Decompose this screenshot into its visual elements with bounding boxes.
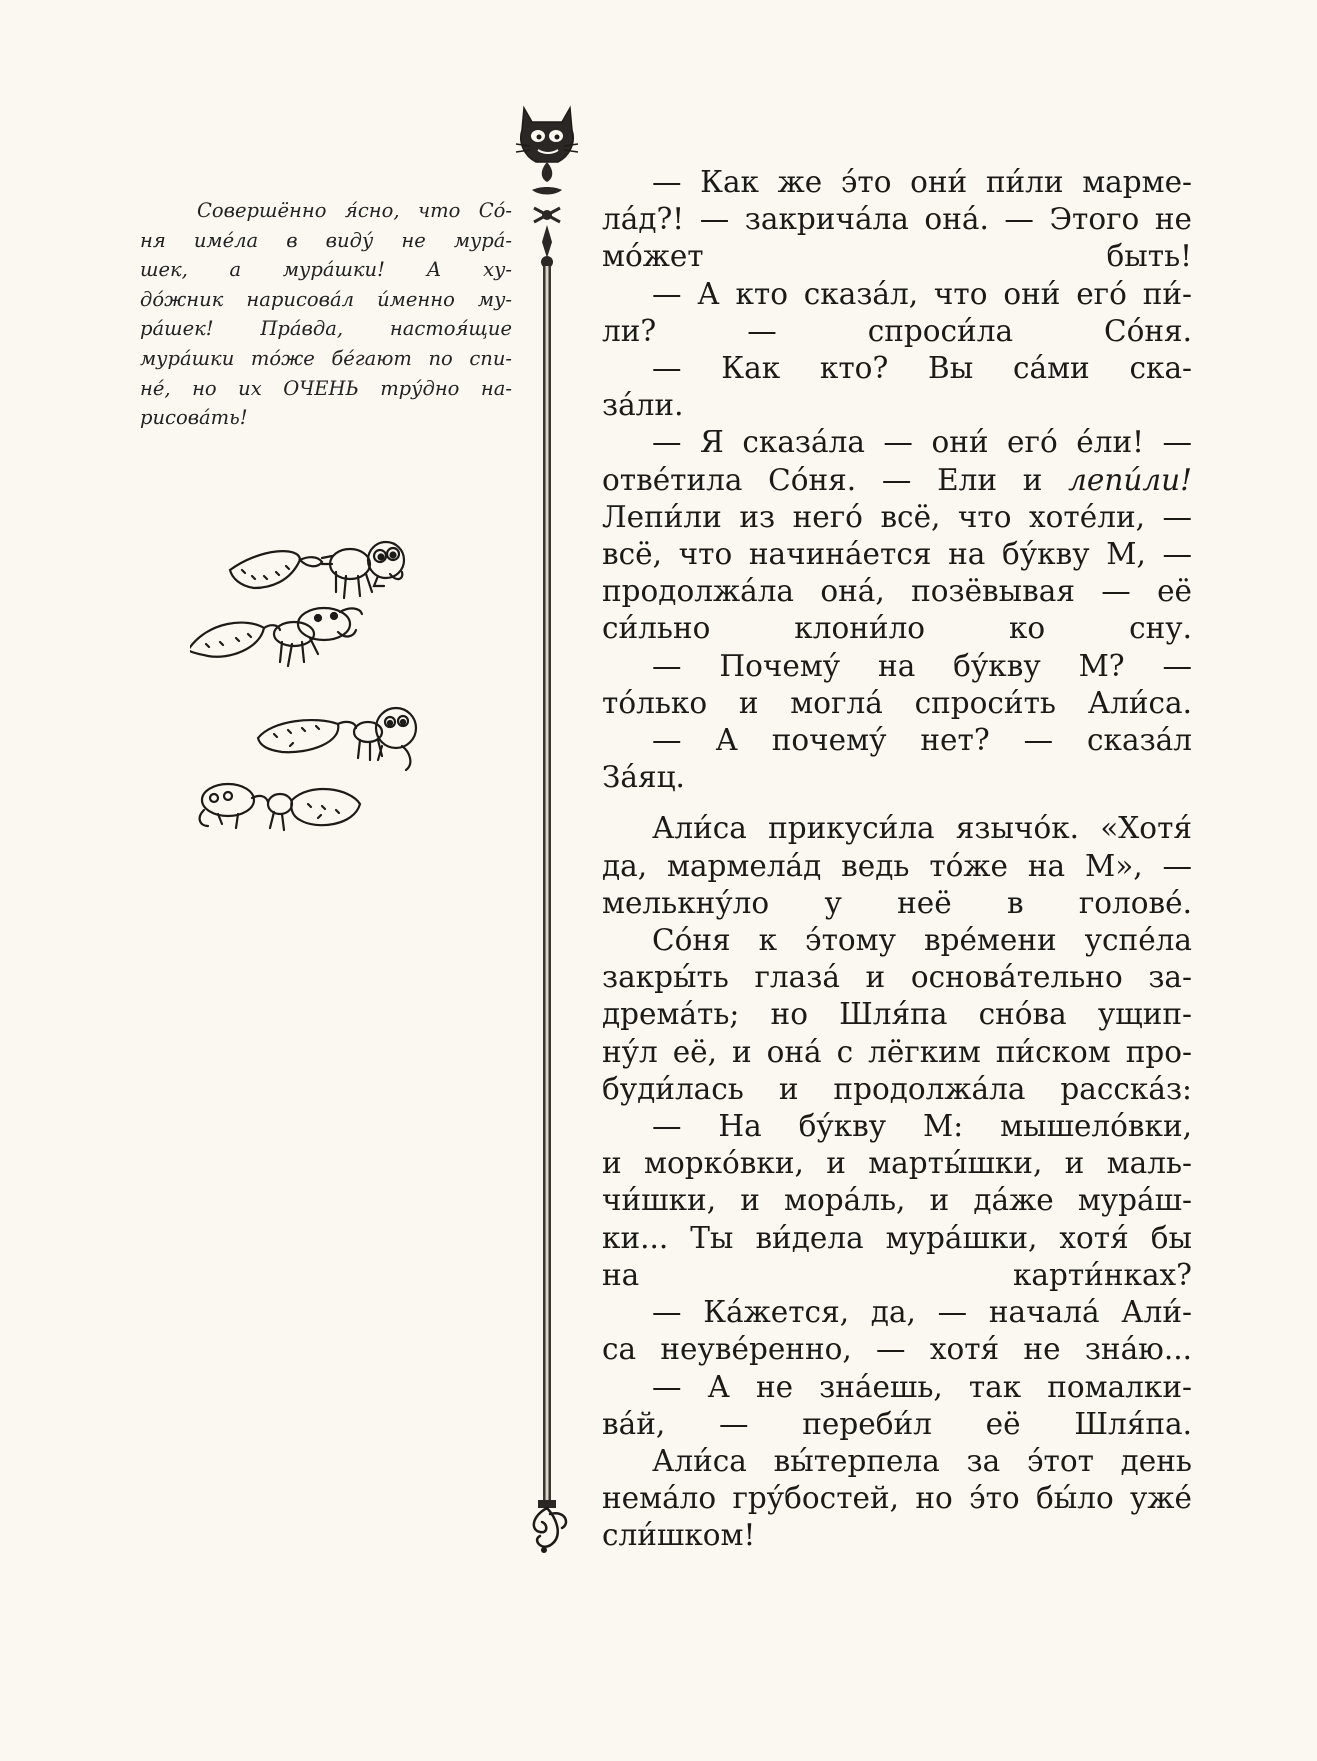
text-paragraph [602, 722, 1192, 796]
text-line: — А почему́ нет? — сказа́л [652, 723, 1192, 758]
ant-illustration-icon [190, 520, 480, 840]
note-line: не́, но их ОЧЕНЬ тру́дно на- [140, 376, 512, 400]
text-line: за́ли. [602, 388, 684, 423]
text-paragraph [602, 424, 1192, 647]
emphasis-word: лепи́ли! [1068, 462, 1192, 497]
text-line: — Почему́ на бу́кву М? — [652, 648, 1192, 683]
text-fragment: отве́тила Со́ня. — Ели и [602, 462, 1043, 497]
text-line: да, мармела́д ведь то́же на М», — [602, 848, 1192, 883]
text-line: ва́й, — переби́л её Шля́па. [602, 1406, 1192, 1441]
text-paragraph [602, 648, 1192, 722]
note-line: ра́шек! Пра́вда, настоя́щие [140, 317, 512, 341]
text-line: са неуве́ренно, — хотя́ не зна́ю... [602, 1332, 1192, 1367]
text-paragraph [602, 350, 1192, 424]
cat-head-ornament-icon [512, 100, 582, 1560]
text-line: мо́жет быть! [602, 239, 1192, 274]
text-paragraph [602, 1369, 1192, 1443]
text-line: — А кто сказа́л, что они́ его́ пи́- [652, 276, 1192, 311]
text-line: — Я сказа́ла — они́ его́ е́ли! — [652, 425, 1192, 460]
text-line: на карти́нках? [602, 1257, 1192, 1292]
text-line: — Как кто? Вы са́ми ска- [652, 351, 1192, 386]
text-line: всё, что начина́ется на бу́кву М, — [602, 537, 1192, 572]
text-line: закры́ть глаза́ и основа́тельно за- [602, 960, 1192, 995]
text-line: буди́лась и продолжа́ла расска́з: [602, 1071, 1192, 1106]
note-line: до́жник нарисова́л и́менно му- [140, 287, 512, 311]
ant-3-icon [258, 708, 416, 770]
text-line: — На бу́кву М: мышело́вки, [652, 1109, 1192, 1144]
ant-4-icon [200, 784, 360, 830]
text-line: дрема́ть; но Шля́па сно́ва ущип- [602, 997, 1192, 1032]
text-line: нема́ло гру́бостей, но э́то бы́ло уже́ [602, 1481, 1192, 1516]
text-line: — Как же э́то они́ пи́ли марме- [652, 165, 1192, 199]
note-paragraph [140, 196, 512, 433]
text-line: Лепи́ли из него́ всё, что хоте́ли, — [602, 499, 1192, 534]
text-line: — А не зна́ешь, так помалки- [652, 1369, 1192, 1404]
text-line: мелькну́ло у неё в голове́. [602, 885, 1192, 920]
text-line [602, 462, 1192, 499]
ant-1-icon [230, 542, 404, 598]
text-line: продолжа́ла она́, позёвывая — её [602, 574, 1192, 609]
text-line: За́яц. [602, 760, 685, 795]
text-line: ла́д?! — закрича́ла она́. — Этого не [602, 202, 1192, 237]
main-text [602, 164, 1192, 1555]
ant-2-icon [190, 608, 362, 666]
note-line: шек, а мура́шки! А ху- [140, 258, 512, 282]
text-line: сли́шком! [602, 1518, 756, 1553]
note-line: Совершённо я́сно, что Со́- [197, 199, 512, 222]
text-line: чи́шки, и мора́ль, и да́же мура́ш- [602, 1183, 1192, 1218]
text-line: Али́са вы́терпела за э́тот день [652, 1443, 1192, 1478]
sidebar-note [140, 196, 512, 433]
text-line: Со́ня к э́тому вре́мени успе́ла [652, 923, 1192, 958]
note-line: мура́шки то́же бе́гают по спи- [140, 346, 512, 370]
note-line: рисова́ть! [140, 406, 248, 430]
text-paragraph [602, 276, 1192, 350]
text-line: — Ка́жется, да, — начала́ Али́- [652, 1295, 1192, 1330]
note-line: ня име́ла в виду́ не мура́- [140, 228, 512, 252]
text-line: и морко́вки, и марты́шки, и маль- [602, 1146, 1192, 1181]
text-paragraph [602, 1108, 1192, 1294]
text-paragraph [602, 1443, 1192, 1555]
text-paragraph [602, 1294, 1192, 1368]
text-line: ну́л её, и она́ с лёгким пи́ском про- [602, 1034, 1192, 1069]
text-line: то́лько и могла́ спроси́ть Али́са. [602, 685, 1192, 720]
text-line: Али́са прикуси́ла язычо́к. «Хотя́ [652, 811, 1192, 846]
text-line: си́льно клони́ло ко сну. [602, 611, 1192, 646]
text-paragraph [602, 164, 1192, 276]
text-line: ки... Ты ви́дела мура́шки, хотя́ бы [602, 1220, 1192, 1255]
text-paragraph [602, 922, 1192, 1108]
text-paragraph [602, 810, 1192, 922]
text-line: ли? — спроси́ла Со́ня. [602, 313, 1192, 348]
